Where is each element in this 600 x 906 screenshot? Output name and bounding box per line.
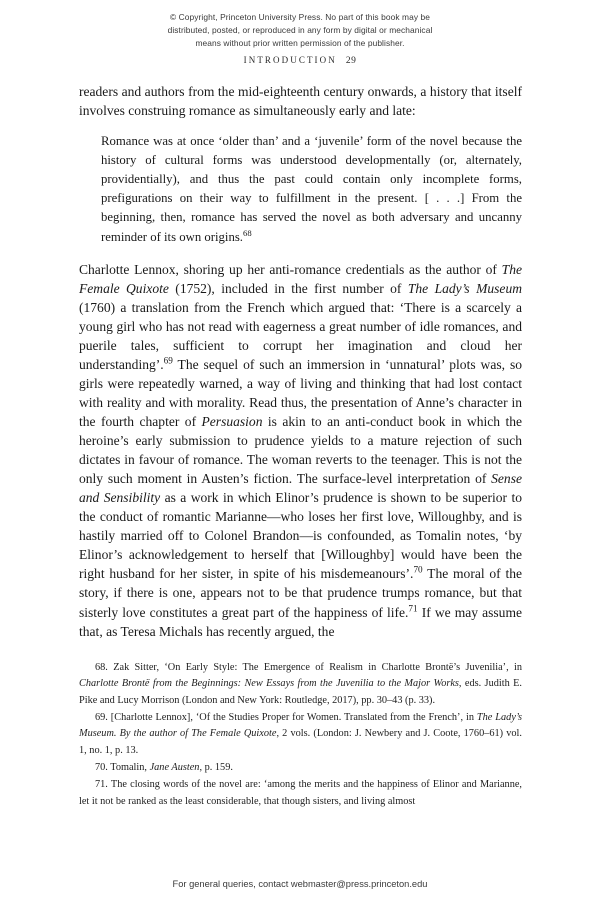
footnote-71-number: 71.	[95, 779, 108, 791]
footnote-70-seg-2: , p. 159.	[199, 762, 233, 774]
para-main-seg-5: is akin to an anti-conduct book in which the heroine’s early submission to prudence yields to a mature rejection of such dictates in favour of romance. The woman reverts to the teenager. This is not the only such moment in Austen’s fiction. The surface-level interpretation of	[79, 414, 522, 487]
footnote-ref-68[interactable]: 68	[243, 227, 252, 238]
title-the-female-quixote: The Female Quixote	[79, 261, 522, 296]
copyright-line-3: means without prior written permission of the publisher.	[195, 38, 405, 49]
copyright-line-2: distributed, posted, or reproduced in any form by digital or mechanical	[167, 25, 433, 36]
footnote-68-title: Charlotte Brontë from the Beginnings: New Essays from the Juvenilia to the Major Works	[79, 678, 459, 690]
para-main-seg-1: Charlotte Lennox, shoring up her anti-romance credentials as the author of	[79, 261, 502, 277]
footnote-71-seg-1: The closing words of the novel are: ‘among the merits and the happiness of Elinor and Marianne, let it not be ranked as the least considerable, that though sisters, and living almost	[79, 779, 522, 807]
footnote-69-title: The Lady’s Museum. By the author of The Female Quixote	[79, 712, 522, 740]
copyright-line-1: © Copyright, Princeton University Press. No part of this book may be	[170, 12, 430, 22]
title-sense-and-sensibility: Sense and Sensibility	[79, 471, 522, 506]
footnote-ref-70[interactable]: 70	[413, 564, 423, 575]
footnote-69-seg-1: [Charlotte Lennox], ‘Of the Studies Proper for Women. Translated from the French’, in	[107, 712, 477, 724]
footnote-70	[79, 760, 522, 776]
para-main-seg-6: as a work in which Elinor’s prudence is shown to be superior to the conduct of romantic Marianne—who loses her first love, Willoughby, and is hastily married off to Colonel Brandon—is confounded, as Tomalin notes, ‘by Elinor’s acknowledgement to herself that [Willoughby] would have been the right husband for her sister, in spite of his misdemeanours’.	[79, 490, 522, 582]
footnote-70-number: 70.	[95, 762, 108, 774]
footnote-70-title: Jane Austen	[149, 762, 200, 774]
paragraph-main	[79, 260, 522, 641]
footnote-69-seg-2: , 2 vols. (London: J. Newbery and J. Coote, 1760–61) vol. 1, no. 1, p. 13.	[79, 728, 522, 756]
block-quote	[79, 132, 522, 247]
footnote-68-seg-1: Zak Sitter, ‘On Early Style: The Emergence of Realism in Charlotte Brontë’s Juvenilia’, in	[107, 662, 522, 673]
para-main-seg-4: The sequel of such an immersion in ‘unnatural’ plots was, so girls were repeatedly warned, a way of living and thinking that had lost contact with reality and with morality. Read thus, the presentation of Anne’s character in the fourth chapter of	[79, 356, 522, 430]
paragraph-intro-text: readers and authors from the mid-eighteenth century onwards, a history that itself involves construing romance as simultaneously early and late:	[79, 84, 522, 119]
footnote-69	[79, 710, 522, 759]
footnote-69-number: 69.	[95, 712, 108, 724]
footnote-68-number: 68.	[95, 662, 108, 673]
footer-text: For general queries, contact webmaster@press.princeton.edu	[172, 879, 428, 889]
footnote-ref-69[interactable]: 69	[163, 355, 173, 366]
page-folio-number: 29	[345, 56, 357, 66]
footnote-71	[79, 777, 522, 810]
footnote-68-seg-2: , eds. Judith E. Pike and Lucy Morrison (London and New York: Routledge, 2017), pp. 30–43 (p. 33).	[79, 678, 522, 706]
para-main-seg-8: If we may assume that, as Teresa Michals has recently argued, the	[79, 604, 522, 639]
footnote-70-seg-1: Tomalin,	[107, 762, 150, 774]
running-head-title: INTRODUCTION	[243, 55, 337, 65]
title-persuasion: Persuasion	[201, 414, 263, 430]
para-main-seg-3: (1760) a translation from the French which argued that: ‘There is a scarcely a young girl who has not read with eagerness a great number of idle romances, and puerile tales, sufficient to corrupt her imagination and cloud her understanding’.	[79, 299, 522, 372]
block-quote-text: Romance was at once ‘older than’ and a ‘juvenile’ form of the novel because the history of cultural forms was understood developmentally (or, alternately, providentially), and thus the past could contain only incomplete forms, prefigurations on their way to fulfillment in the present. [ . . .] From the beginning, then, romance has served the novel as both adversary and uncanny reminder of its own origins.	[101, 134, 522, 244]
para-main-seg-2: (1752), included in the first number of	[168, 280, 408, 296]
page-footer	[0, 879, 600, 889]
para-main-seg-7: The moral of the story, if there is one, appears not to be that prudence trumps romance, but that sisterly love constitutes a great part of the happiness of life.	[79, 566, 523, 620]
copyright-notice	[130, 11, 470, 51]
footnote-68	[79, 660, 522, 709]
main-text-block	[79, 82, 522, 641]
footnote-ref-71[interactable]: 71	[408, 602, 418, 613]
title-the-ladys-museum: The Lady’s Museum	[407, 280, 522, 296]
paragraph-intro	[79, 82, 522, 120]
footnotes-section	[79, 660, 522, 811]
running-head	[79, 55, 521, 66]
